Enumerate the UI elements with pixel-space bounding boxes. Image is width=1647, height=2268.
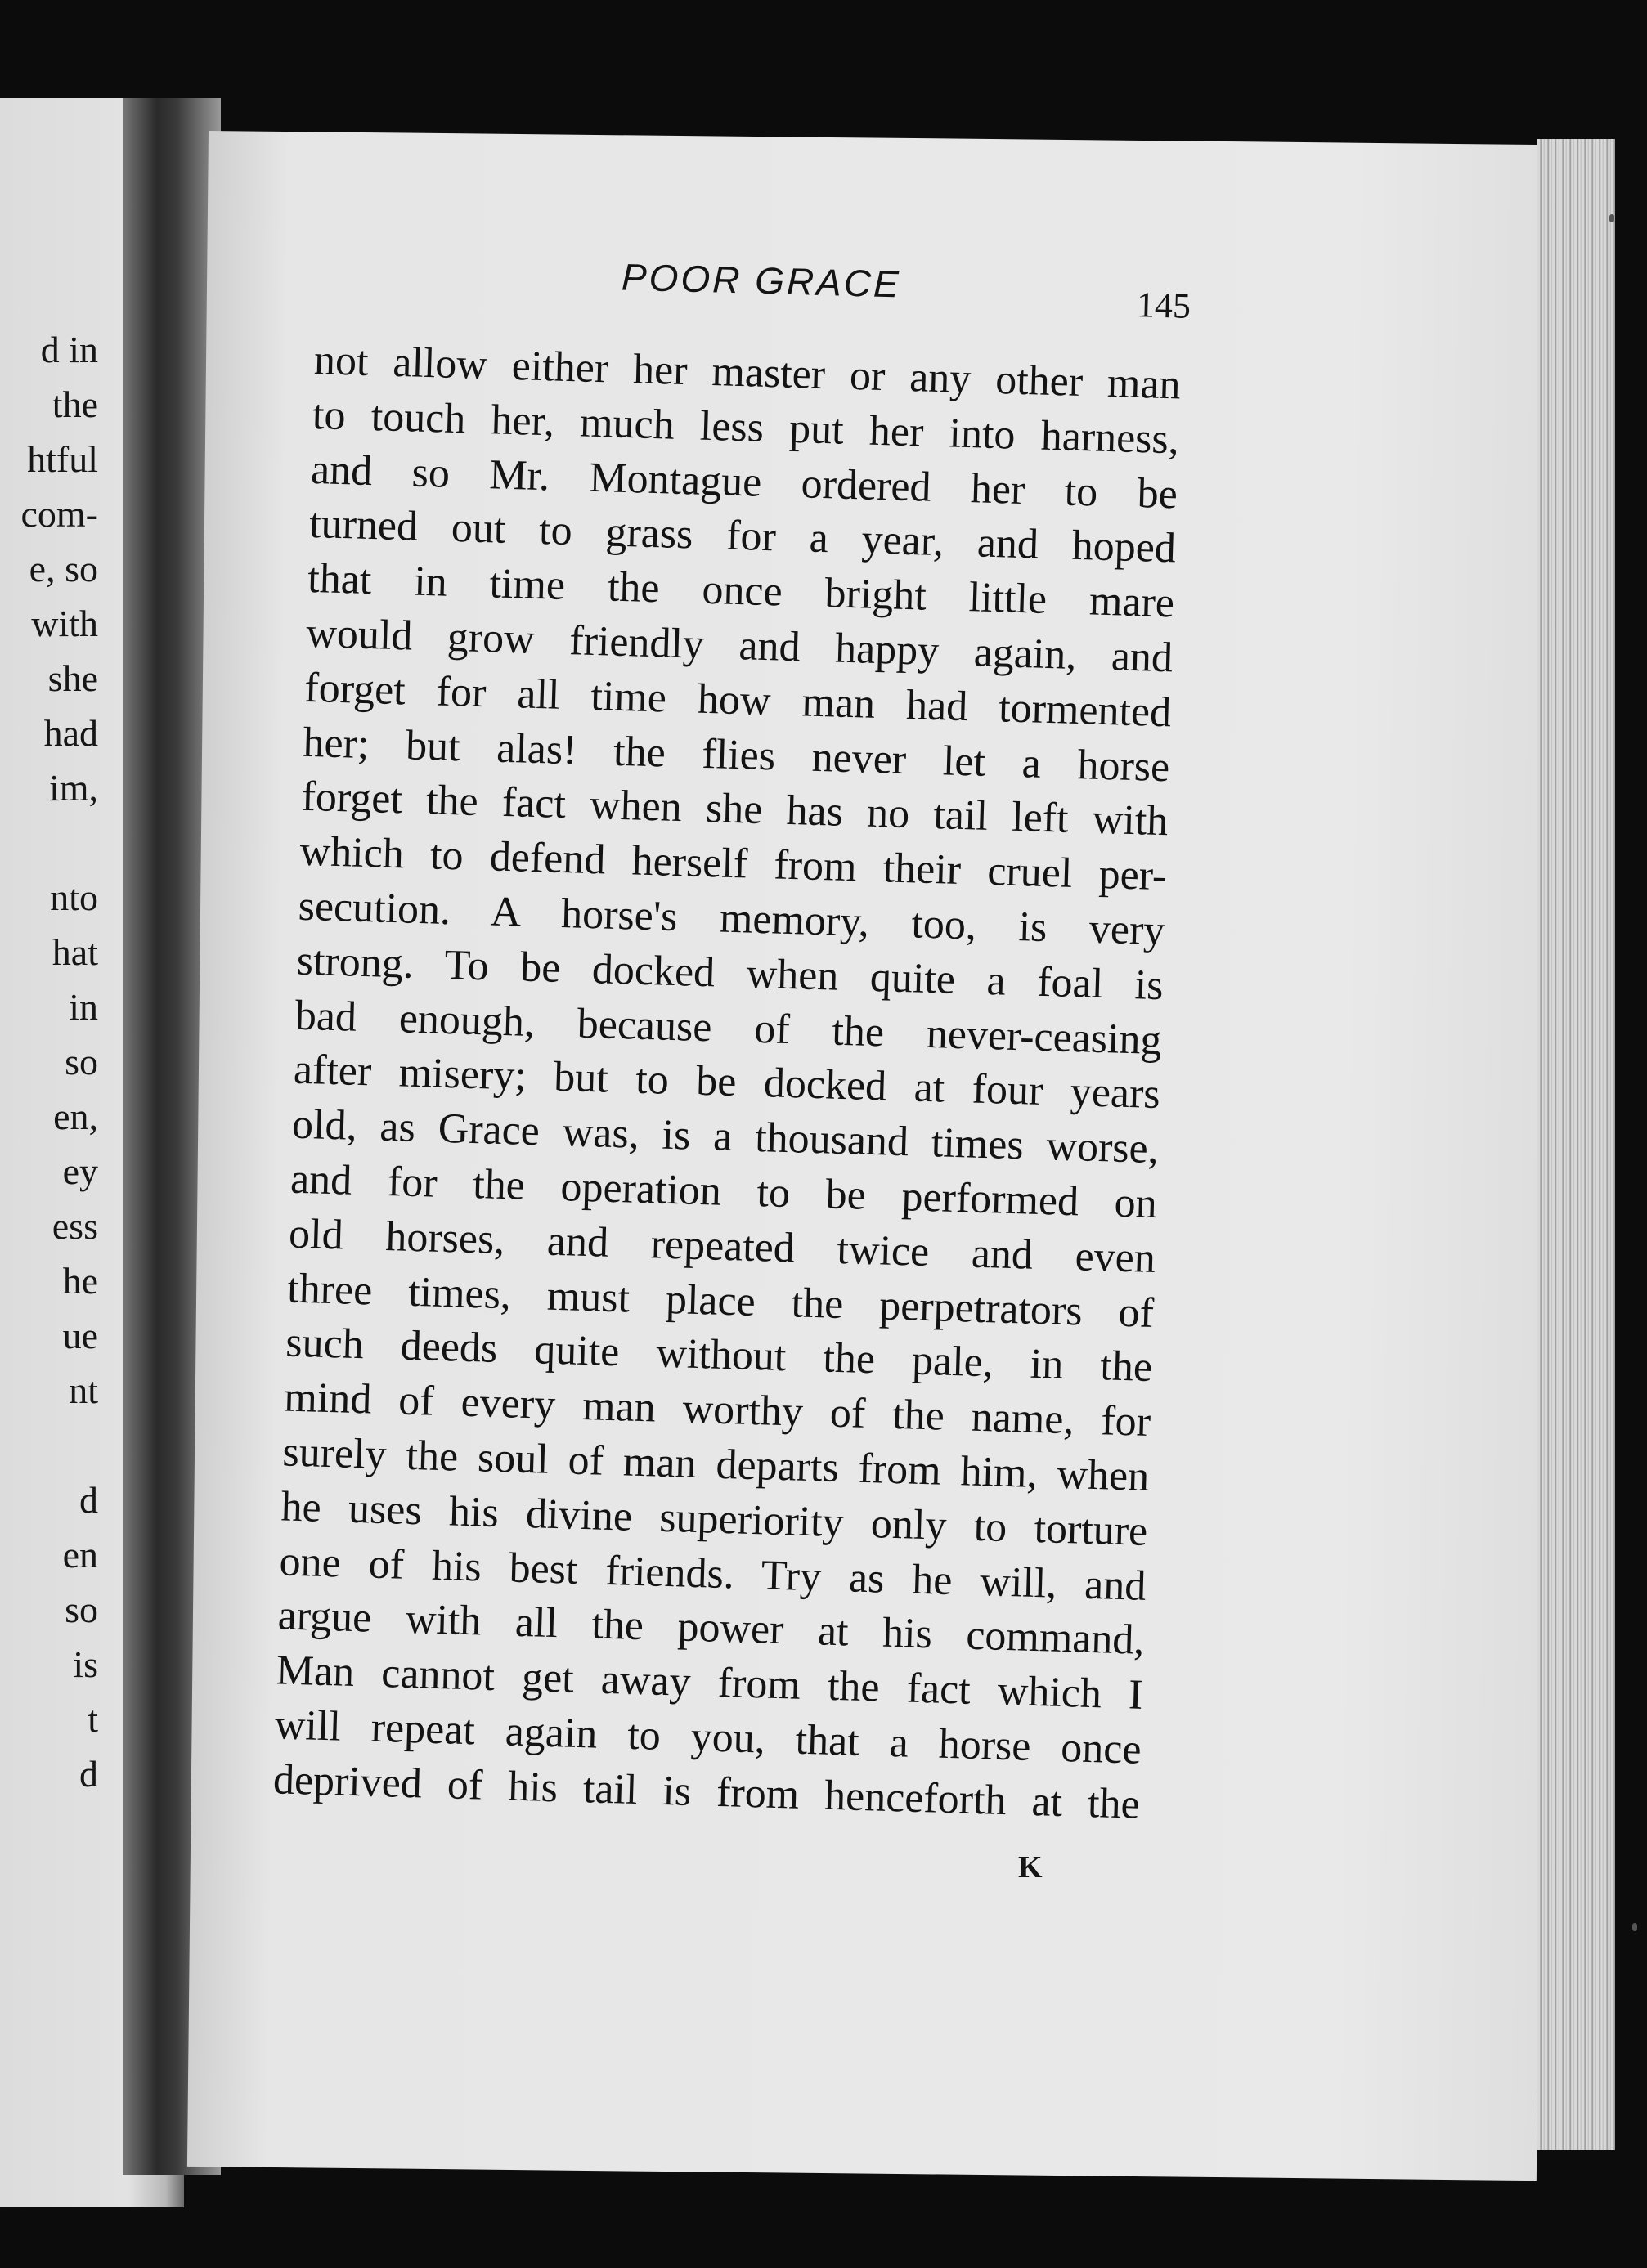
scan-speck (1609, 214, 1614, 222)
text-line: he uses his divine superiority only to torture (280, 1483, 1149, 1555)
left-page-fragment: nt (69, 1369, 98, 1411)
left-page-fragment: the (52, 383, 98, 425)
left-page-fragment: ess (52, 1205, 98, 1247)
left-page-fragment: d (79, 1479, 98, 1521)
text-line: which to defend herself from their cruel per- (298, 827, 1168, 900)
text-line: old, as Grace was, is a thousand times worse, (291, 1100, 1160, 1173)
text-line: three times, must place the perpetrators of (286, 1265, 1155, 1337)
page-number: 145 (1136, 285, 1191, 326)
left-page-fragment: nto (50, 876, 98, 918)
text-line: secution. A horse's memory, too, is very (298, 882, 1166, 955)
left-page-fragment: en (62, 1534, 98, 1575)
body-text (272, 334, 1181, 1832)
left-page-fragment: d in (40, 329, 98, 370)
text-line: after misery; but to be docked at four years (293, 1046, 1161, 1118)
text-line: turned out to grass for a year, and hoped (308, 500, 1177, 572)
text-line: to touch her, much less put her into harness, (312, 391, 1180, 464)
scan-speck (1632, 1923, 1637, 1931)
left-page-fragment: in (69, 986, 98, 1028)
text-line: bad enough, because of the never-ceasing (294, 992, 1163, 1064)
text-line: one of his best friends. Try as he will, and (278, 1537, 1147, 1610)
text-line: mind of every man worthy of the name, for (283, 1374, 1151, 1446)
text-line: strong. To be docked when quite a foal is (296, 937, 1165, 1009)
text-line: that in time the once bright little mare (307, 555, 1175, 627)
left-page-fragment: is (73, 1643, 98, 1685)
left-page-fragment: hat (52, 931, 98, 973)
left-page-fragment: so (65, 1041, 98, 1082)
left-page-fragment: ey (62, 1150, 98, 1192)
text-line: deprived of his tail is from henceforth at the (272, 1755, 1141, 1828)
left-page-fragment: with (31, 603, 98, 644)
text-line: would grow friendly and happy again, and (305, 609, 1174, 682)
left-page-fragment: en, (53, 1096, 98, 1137)
text-line: forget the fact when she has no tail left with (300, 773, 1169, 845)
text-line: forget for all time how man had tormented (303, 664, 1172, 737)
running-header: POOR GRACE (621, 255, 902, 306)
left-page-fragment: com- (20, 493, 98, 535)
text-line: old horses, and repeated twice and even (288, 1210, 1156, 1282)
text-line: her; but alas! the flies never let a horse (302, 719, 1170, 791)
left-page-fragment: htful (27, 438, 98, 480)
text-line: will repeat again to you, that a horse once (274, 1701, 1142, 1773)
page-edges (1537, 139, 1615, 2150)
text-line: and so Mr. Montague ordered her to be (310, 446, 1178, 518)
left-page-fragment: ue (62, 1315, 98, 1356)
text-line: not allow either her master or any other man (313, 336, 1182, 409)
left-page-fragment: had (43, 712, 98, 754)
left-page-fragment: d (79, 1753, 98, 1795)
text-line: such deeds quite without the pale, in the (285, 1319, 1153, 1392)
text-line: argue with all the power at his command, (277, 1592, 1146, 1665)
text-line: Man cannot get away from the fact which I (276, 1647, 1144, 1719)
text-line: surely the soul of man departs from him, when (281, 1428, 1150, 1500)
left-page-fragment: e, so (29, 548, 98, 589)
signature-mark: K (1018, 1850, 1043, 1885)
text-line: and for the operation to be performed on (289, 1155, 1158, 1228)
left-page-fragment: t (88, 1698, 98, 1740)
left-page-fragment: so (65, 1589, 98, 1630)
left-page-fragment: he (62, 1260, 98, 1302)
left-page-fragment: she (47, 657, 98, 699)
left-page-fragment: im, (48, 767, 98, 809)
